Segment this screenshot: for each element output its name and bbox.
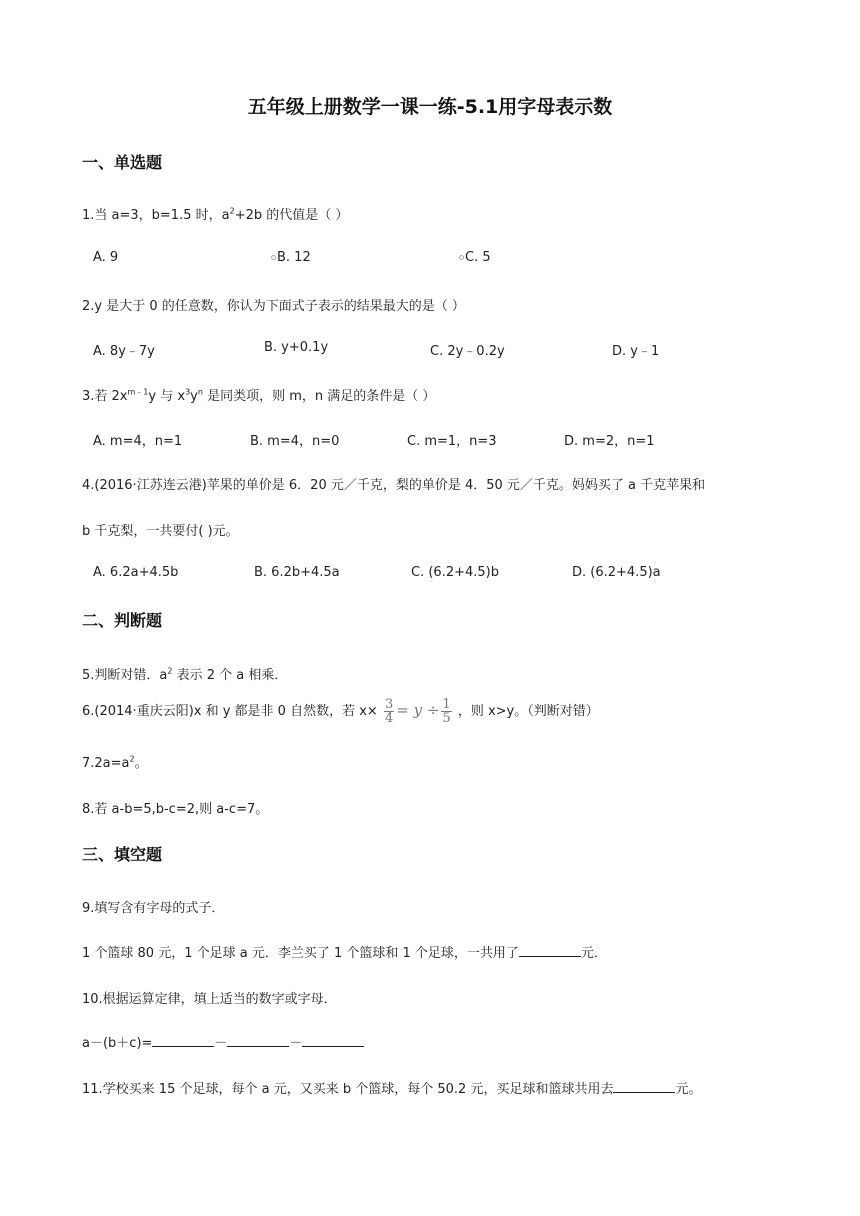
question-8: 8.若 a-b=5,b-c=2,则 a-c=7。 — [82, 802, 269, 817]
question-7 — [82, 752, 148, 771]
q1-text-pre: 1.当 a=3，b=1.5 时，a — [82, 208, 230, 223]
answer-blank[interactable] — [227, 1034, 289, 1047]
q3-text-4: 是同类项，则 m，n 满足的条件是（ ） — [202, 389, 436, 404]
q7-text-post: 。 — [134, 756, 148, 771]
question-4-line-2: b 千克梨，一共要付( )元。 — [82, 524, 239, 539]
q3-superscript-2: 3 — [185, 387, 191, 397]
q1-option-c[interactable] — [459, 250, 491, 265]
question-10: 10.根据运算定律，填上适当的数字或字母． — [82, 992, 337, 1007]
q9-sub-text-pre: 1 个篮球 80 元，1 个足球 a 元．李兰买了 1 个篮球和 1 个足球，一共用了 — [82, 946, 519, 961]
question-1 — [82, 204, 348, 223]
q1-superscript: 2 — [229, 206, 235, 216]
q4-option-c[interactable]: C. (6.2+4.5)b — [411, 565, 499, 580]
fraction-1-denominator: 4 — [384, 711, 394, 726]
q2-option-b[interactable]: B. y+0.1y — [264, 340, 329, 355]
question-10-expression — [82, 1032, 364, 1051]
bullet-icon — [459, 255, 464, 260]
section-heading-single-choice: 一、单选题 — [82, 153, 163, 172]
q2-option-c[interactable]: C. 2y﹣0.2y — [430, 344, 505, 359]
q2-option-a[interactable]: A. 8y﹣7y — [93, 344, 155, 359]
q1-option-a[interactable]: A. 9 — [93, 250, 119, 265]
q1-option-c-label: C. 5 — [465, 250, 491, 265]
q5-superscript: 2 — [167, 666, 173, 676]
q3-option-a[interactable]: A. m=4，n=1 — [93, 434, 183, 449]
section-heading-true-false: 二、判断题 — [82, 611, 163, 630]
q2-option-d[interactable]: D. y﹣1 — [612, 344, 660, 359]
minus-sign: － — [214, 1036, 228, 1051]
q7-superscript: 2 — [129, 754, 135, 764]
q1-option-b[interactable] — [271, 250, 311, 265]
question-9: 9.填写含有字母的式子． — [82, 901, 225, 916]
q6-text-pre: 6.(2014·重庆云阳)x 和 y 都是非 0 自然数，若 x× — [82, 704, 378, 719]
q4-option-d[interactable]: D. (6.2+4.5)a — [572, 565, 661, 580]
q3-option-d[interactable]: D. m=2，n=1 — [564, 434, 655, 449]
q9-sub-text-post: 元． — [580, 946, 607, 961]
q3-option-c[interactable]: C. m=1，n=3 — [407, 434, 497, 449]
q6-equation-middle: = y ÷ — [396, 701, 440, 719]
question-9-sub — [82, 942, 607, 961]
q7-text-pre: 7.2a=a — [82, 756, 130, 771]
question-3 — [82, 385, 435, 404]
fraction-three-quarters — [384, 698, 394, 725]
minus-sign: － — [289, 1036, 303, 1051]
q3-option-b[interactable]: B. m=4，n=0 — [250, 434, 340, 449]
q4-option-b[interactable]: B. 6.2b+4.5a — [254, 565, 340, 580]
question-6 — [82, 698, 599, 725]
q11-text-pre: 11.学校买来 15 个足球，每个 a 元，又买来 b 个篮球，每个 50.2 元，买足球和篮球共用去 — [82, 1082, 614, 1097]
q5-text-pre: 5.判断对错．a — [82, 668, 168, 683]
q4-option-a[interactable]: A. 6.2a+4.5b — [93, 565, 179, 580]
answer-blank[interactable] — [613, 1080, 675, 1093]
answer-blank[interactable] — [519, 944, 581, 957]
q6-text-post: ，则 x>y。（判断对错） — [457, 704, 599, 719]
q10-expression-text: a－(b＋c)= — [82, 1036, 153, 1051]
fraction-2-numerator: 1 — [442, 697, 451, 712]
q3-text-1: 3.若 2x — [82, 389, 128, 404]
q11-text-post: 元。 — [675, 1082, 702, 1097]
fraction-one-fifth — [441, 698, 451, 725]
fraction-2-denominator: 5 — [442, 711, 451, 726]
bullet-icon — [271, 255, 276, 260]
q1-text-post: +2b 的代值是（ ） — [234, 208, 349, 223]
answer-blank[interactable] — [152, 1034, 214, 1047]
answer-blank[interactable] — [302, 1034, 364, 1047]
q3-superscript-1: m﹣1 — [127, 387, 149, 397]
page-title: 五年级上册数学一课一练-5.1用字母表示数 — [247, 96, 613, 118]
q3-text-2: y 与 x — [148, 389, 186, 404]
question-4-line-1: 4.(2016·江苏连云港)苹果的单价是 6．20 元／千克，梨的单价是 4．50 元／千克。妈妈买了 a 千克苹果和 — [82, 478, 706, 493]
q5-text-post: 表示 2 个 a 相乘． — [172, 668, 288, 683]
q3-text-3: y — [190, 389, 198, 404]
question-11 — [82, 1078, 701, 1097]
fraction-1-numerator: 3 — [384, 697, 394, 712]
q1-option-b-label: B. 12 — [277, 250, 311, 265]
question-2: 2.y 是大于 0 的任意数，你认为下面式子表示的结果最大的是（ ） — [82, 299, 465, 314]
section-heading-fill-blank: 三、填空题 — [82, 845, 163, 864]
question-5 — [82, 664, 287, 683]
q3-superscript-3: n — [197, 387, 203, 397]
